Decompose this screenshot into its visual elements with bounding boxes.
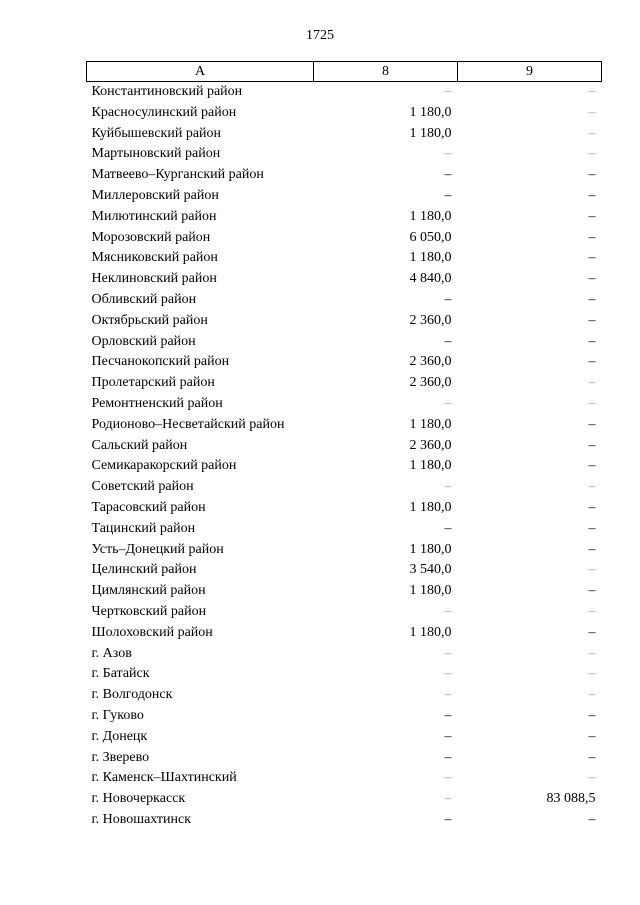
table-header-row	[87, 62, 602, 82]
table-row	[87, 519, 602, 540]
row-name-cell: Неклиновский район	[91, 271, 217, 287]
row-col8-cell: 3 540,0	[409, 562, 452, 578]
table-row	[87, 165, 602, 186]
row-col8-cell: 1 180,0	[409, 624, 452, 640]
row-col8-cell: –	[444, 291, 452, 307]
table-row	[87, 602, 602, 623]
row-col9-cell: –	[588, 312, 596, 328]
row-name-cell: Миллеровский район	[91, 187, 219, 203]
row-col9-cell: –	[588, 811, 596, 827]
row-col9-cell: –	[588, 728, 596, 744]
row-col9-cell: –	[588, 479, 596, 495]
row-col8-cell: 1 180,0	[409, 104, 452, 120]
row-col9-cell: –	[588, 458, 596, 474]
row-col9-cell: –	[588, 499, 596, 515]
row-name-cell: Родионово–Несветайский район	[91, 416, 285, 432]
table-row	[87, 685, 602, 706]
row-col9-cell: –	[588, 645, 596, 661]
row-col8-cell: –	[444, 520, 452, 536]
table-row	[87, 768, 602, 789]
row-col8-cell: 2 360,0	[409, 437, 452, 453]
row-col8-cell: –	[444, 687, 452, 703]
row-name-cell: Милютинский район	[91, 208, 217, 224]
row-col8-cell: –	[444, 333, 452, 349]
table-row	[87, 394, 602, 415]
row-name-cell: Цимлянский район	[91, 583, 206, 599]
row-col8-cell: –	[444, 479, 452, 495]
row-col9-cell: –	[588, 520, 596, 536]
row-col8-cell: 1 180,0	[409, 125, 452, 141]
page-number: 1725	[306, 28, 334, 43]
table-row	[87, 789, 602, 810]
column-header-8: 8	[314, 62, 458, 82]
row-name-cell: Песчанокопский район	[91, 354, 230, 370]
row-name-cell: Пролетарский район	[91, 375, 215, 391]
row-name-cell: Ремонтненский район	[91, 395, 223, 411]
row-col9-cell: –	[588, 624, 596, 640]
row-col8-cell: 2 360,0	[409, 375, 452, 391]
row-col8-cell: 2 360,0	[409, 354, 452, 370]
row-col8-cell: 1 180,0	[409, 458, 452, 474]
row-name-cell: г. Волгодонск	[91, 687, 173, 703]
row-col9-cell: –	[588, 541, 596, 557]
column-header-a: А	[87, 62, 314, 82]
row-name-cell: г. Зверево	[91, 749, 150, 765]
row-col9-cell: –	[588, 437, 596, 453]
table-row	[87, 290, 602, 311]
row-name-cell: Октябрьский район	[91, 312, 208, 328]
row-col9-cell: –	[588, 583, 596, 599]
row-name-cell: Семикаракорский район	[91, 458, 237, 474]
row-col8-cell: –	[444, 749, 452, 765]
row-col9-cell: –	[588, 104, 596, 120]
row-col8-cell: 1 180,0	[409, 208, 452, 224]
data-table	[86, 61, 602, 831]
row-col9-cell: –	[588, 562, 596, 578]
row-col8-cell: –	[444, 645, 452, 661]
row-name-cell: г. Донецк	[91, 728, 148, 744]
table-body	[87, 82, 602, 831]
row-name-cell: Целинский район	[91, 562, 197, 578]
row-col8-cell: 4 840,0	[409, 271, 452, 287]
row-col8-cell: –	[444, 770, 452, 786]
table-row	[87, 436, 602, 457]
row-col9-cell: –	[588, 666, 596, 682]
table-row	[87, 727, 602, 748]
row-col9-cell: –	[588, 187, 596, 203]
row-col8-cell: 6 050,0	[409, 229, 452, 245]
row-col9-cell: –	[588, 375, 596, 391]
row-col9-cell: –	[588, 208, 596, 224]
row-col9-cell: –	[588, 229, 596, 245]
table-row	[87, 540, 602, 561]
row-col8-cell: –	[444, 791, 452, 807]
row-col9-cell: –	[588, 603, 596, 619]
row-name-cell: Советский район	[91, 479, 194, 495]
row-name-cell: г. Азов	[91, 645, 132, 661]
table-row	[87, 477, 602, 498]
row-col8-cell: 1 180,0	[409, 250, 452, 266]
row-name-cell: г. Батайск	[91, 666, 150, 682]
table-row	[87, 581, 602, 602]
row-col8-cell: –	[444, 146, 452, 162]
row-col8-cell: 1 180,0	[409, 499, 452, 515]
row-col9-cell: –	[588, 749, 596, 765]
row-col8-cell: –	[444, 666, 452, 682]
row-name-cell: Мартыновский район	[91, 146, 221, 162]
row-col9-cell: –	[588, 687, 596, 703]
row-col8-cell: –	[444, 187, 452, 203]
row-col8-cell: –	[444, 811, 452, 827]
table-row	[87, 748, 602, 769]
row-col9-cell: –	[588, 416, 596, 432]
row-col8-cell: 2 360,0	[409, 312, 452, 328]
table-row	[87, 269, 602, 290]
row-name-cell: Красносулинский район	[91, 104, 237, 120]
table-row	[87, 207, 602, 228]
row-col8-cell: 1 180,0	[409, 416, 452, 432]
table-row	[87, 248, 602, 269]
row-col9-cell: –	[588, 125, 596, 141]
data-table-container	[86, 61, 601, 831]
row-name-cell: г. Новошахтинск	[91, 811, 192, 827]
table-row	[87, 664, 602, 685]
row-col9-cell: –	[588, 354, 596, 370]
table-row	[87, 82, 602, 103]
row-name-cell: Тацинский район	[91, 520, 196, 536]
row-col8-cell: –	[444, 603, 452, 619]
row-col8-cell: 1 180,0	[409, 583, 452, 599]
table-row	[87, 311, 602, 332]
row-name-cell: г. Новочеркасск	[91, 791, 186, 807]
table-row	[87, 644, 602, 665]
row-name-cell: Мясниковский район	[91, 250, 218, 266]
table-row	[87, 623, 602, 644]
row-name-cell: Тарасовский район	[91, 499, 206, 515]
row-name-cell: г. Гуково	[91, 707, 144, 723]
row-name-cell: г. Каменск–Шахтинский	[91, 770, 237, 786]
row-name-cell: Шолоховский район	[91, 624, 213, 640]
row-col9-cell: 83 088,5	[546, 791, 596, 807]
row-name-cell: Орловский район	[91, 333, 196, 349]
table-row	[87, 103, 602, 124]
row-col8-cell: –	[444, 395, 452, 411]
table-row	[87, 186, 602, 207]
row-col8-cell: 1 180,0	[409, 541, 452, 557]
row-name-cell: Чертковский район	[91, 603, 207, 619]
row-name-cell: Матвеево–Курганский район	[91, 167, 264, 183]
table-row	[87, 124, 602, 145]
table-row	[87, 352, 602, 373]
table-row	[87, 560, 602, 581]
row-name-cell: Морозовский район	[91, 229, 211, 245]
row-col9-cell: –	[588, 707, 596, 723]
row-col8-cell: –	[444, 728, 452, 744]
table-row	[87, 144, 602, 165]
row-col9-cell: –	[588, 333, 596, 349]
table-row	[87, 228, 602, 249]
table-row	[87, 810, 602, 831]
row-name-cell: Константиновский район	[91, 84, 243, 99]
row-col9-cell: –	[588, 395, 596, 411]
row-name-cell: Обливский район	[91, 291, 197, 307]
row-col8-cell: –	[444, 707, 452, 723]
row-name-cell: Куйбышевский район	[91, 125, 222, 141]
row-name-cell: Усть–Донецкий район	[91, 541, 224, 557]
column-header-9: 9	[458, 62, 602, 82]
row-col9-cell: –	[588, 250, 596, 266]
row-col9-cell: –	[588, 770, 596, 786]
row-name-cell: Сальский район	[91, 437, 188, 453]
row-col8-cell: –	[444, 84, 452, 99]
row-col9-cell: –	[588, 167, 596, 183]
table-row	[87, 373, 602, 394]
table-row	[87, 332, 602, 353]
row-col9-cell: –	[588, 146, 596, 162]
table-row	[87, 498, 602, 519]
table-row	[87, 456, 602, 477]
row-col9-cell: –	[588, 271, 596, 287]
table-row	[87, 706, 602, 727]
table-row	[87, 415, 602, 436]
row-col9-cell: –	[588, 291, 596, 307]
row-col9-cell: –	[588, 84, 596, 99]
row-col8-cell: –	[444, 167, 452, 183]
